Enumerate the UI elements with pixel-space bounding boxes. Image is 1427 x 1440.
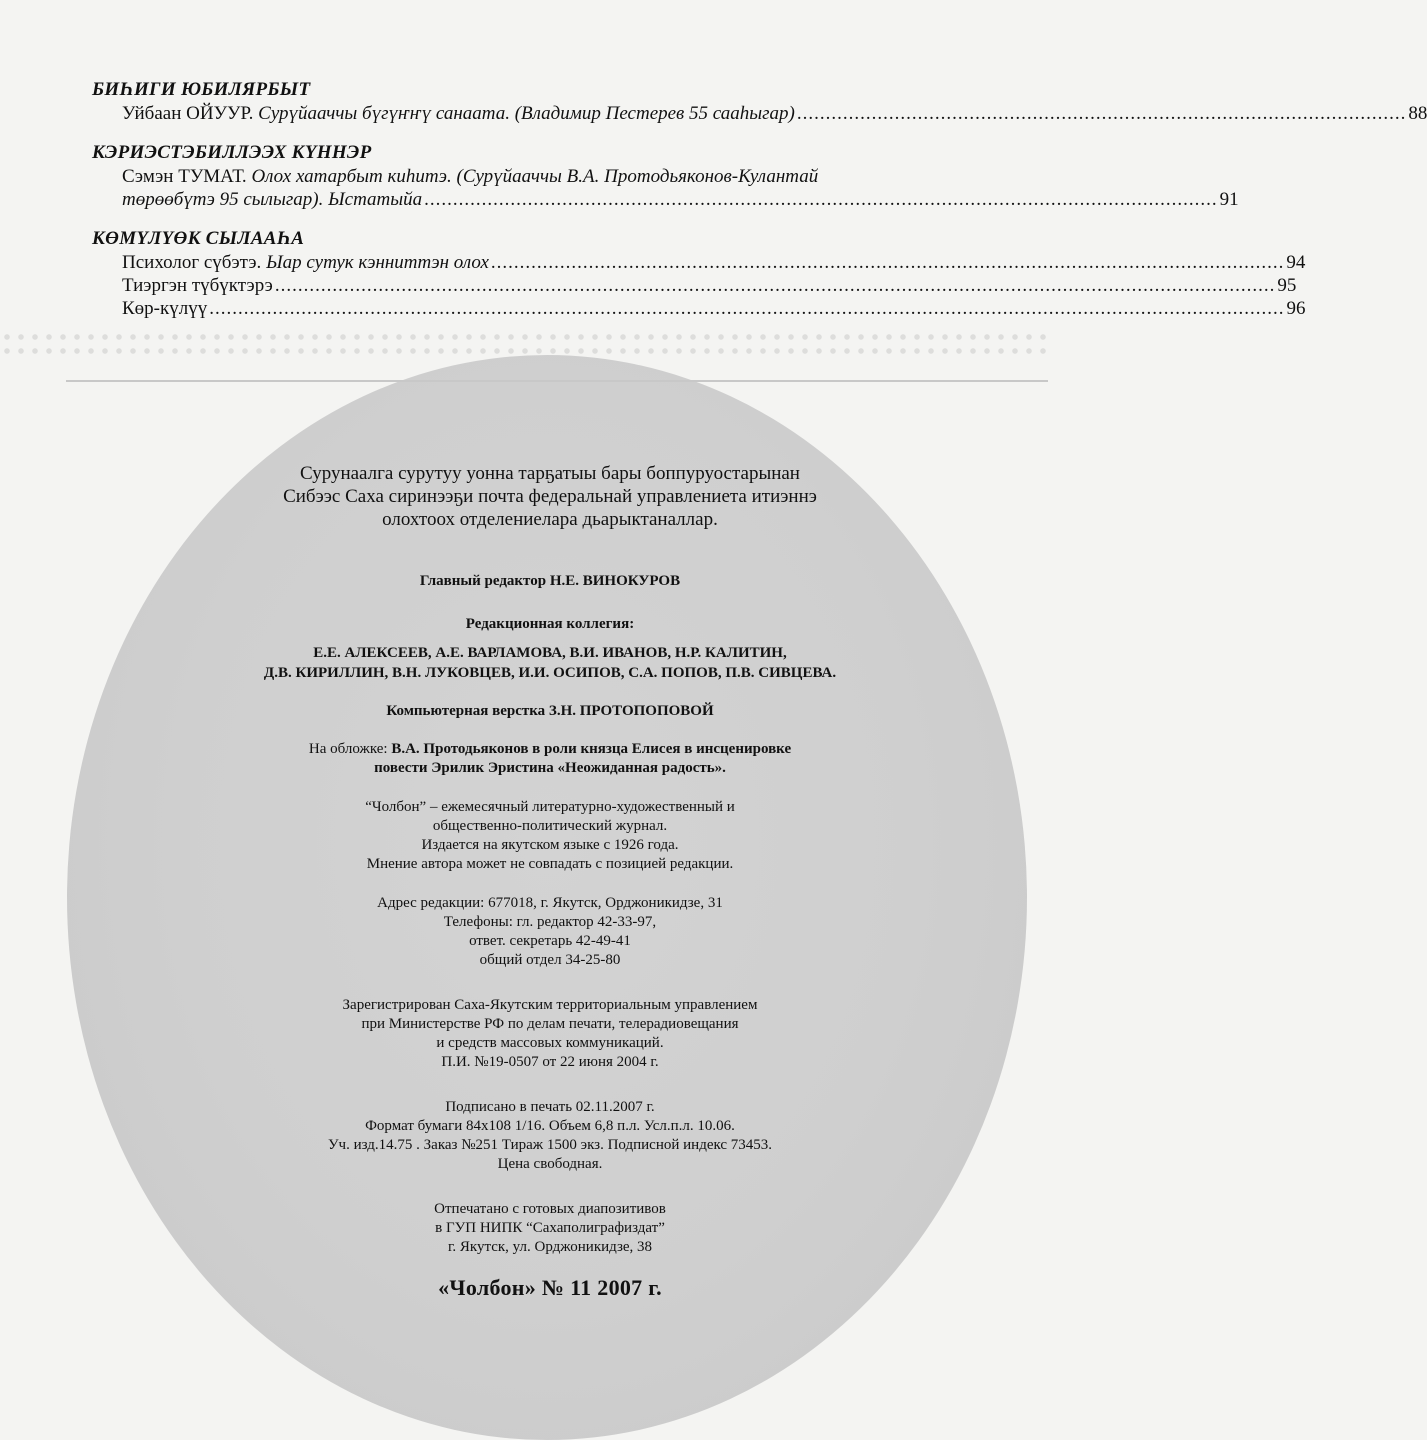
cover-label: На обложке:	[308, 741, 388, 757]
entry-page: 88	[1408, 103, 1427, 124]
toc-entry[interactable]	[92, 251, 1306, 274]
address: Адрес редакции: 677018, г. Якутск, Орджоникидзе, 31	[377, 895, 723, 911]
printer-line: в ГУП НИПК “Сахаполиграфиздат”	[435, 1220, 665, 1236]
about-line: Мнение автора может не совпадать с позицией редакции.	[366, 856, 734, 872]
entry-title: Сурүйааччы бүгүҥҥү санаата. (Владимир Пестерев 55 сааһыгар)	[258, 103, 795, 124]
printer-line: г. Якутск, ул. Орджоникидзе, 38	[447, 1239, 653, 1255]
entry-title: Ыар сутук кэнниттэн олох	[266, 252, 489, 273]
about-magazine	[150, 798, 950, 874]
about-line: “Чолбон” – ежемесячный литературно-художественный и	[365, 799, 735, 815]
print-line: Уч. изд.14.75 . Заказ №251 Тираж 1500 экз. Подписной индекс 73453.	[327, 1137, 773, 1153]
section-title: БИҺИГИ ЮБИЛЯРБЫТ	[92, 79, 311, 100]
entry-author: Уйбаан ОЙУУР.	[122, 103, 254, 124]
leader-dots: ...........................................................................................................................................................................................	[209, 298, 1285, 319]
issue-line: «Чолбон» № 11 2007 г.	[438, 1275, 662, 1300]
toc-section-jubilee	[92, 78, 1427, 125]
entry-title-cont: төрөөбүтэ 95 сылыгар). Ыстатыйа	[122, 189, 423, 210]
notice-line: олохтоох отделениелара дьарыктаналлар.	[382, 509, 718, 530]
leader-dots: ..........................................................................................................	[796, 103, 1407, 124]
phone-line: Телефоны: гл. редактор 42-33-97,	[443, 914, 657, 930]
entry-author: Психолог сүбэтэ.	[122, 252, 262, 273]
entry-title: Олох хатарбыт киһитэ. (Сурүйааччы В.А. Протодьяконов-Кулантай	[251, 166, 819, 187]
reg-line: и средств массовых коммуникаций.	[436, 1035, 664, 1051]
chief-editor: Главный редактор Н.Е. ВИНОКУРОВ	[419, 573, 681, 589]
section-title: КӨМҮЛҮӨК СЫЛААҺА	[92, 228, 305, 249]
toc-entry[interactable]	[92, 297, 1306, 320]
toc-section-helper	[92, 227, 1306, 320]
print-line: Формат бумаги 84х108 1/16. Объем 6,8 п.л. Усл.п.л. 10.06.	[365, 1118, 735, 1134]
entry-page: 94	[1286, 252, 1306, 273]
layout-credit: Компьютерная верстка З.Н. ПРОТОПОПОВОЙ	[386, 703, 714, 719]
phone-line: общий отдел 34-25-80	[479, 952, 621, 968]
notice-line: Сибээс Саха сиринээҕи почта федеральнай управлениета итиэннэ	[283, 486, 817, 507]
entry-page: 96	[1286, 298, 1306, 319]
cover-credit	[150, 740, 950, 778]
leader-dots: ..............................................................................................................................................................................	[274, 275, 1276, 296]
contacts	[150, 894, 950, 970]
cover-text: В.А. Протодьяконов в роли князца Елисея в инсценировке	[391, 741, 792, 757]
about-line: Издается на якутском языке с 1926 года.	[421, 837, 679, 853]
toc-entry[interactable]	[92, 165, 1239, 211]
toc-entry[interactable]	[92, 274, 1297, 297]
board-label: Редакционная коллегия:	[465, 616, 635, 632]
leader-dots: ..........................................................................................................................................	[424, 189, 1218, 210]
toc-entry[interactable]	[92, 102, 1427, 125]
about-line: общественно-политический журнал.	[432, 818, 668, 834]
section-title: КЭРИЭСТЭБИЛЛЭЭХ КҮННЭР	[92, 142, 372, 163]
print-line: Подписано в печать 02.11.2007 г.	[445, 1099, 655, 1115]
printer-details	[150, 1200, 950, 1257]
print-line: Цена свободная.	[497, 1156, 603, 1172]
entry-author: Тиэргэн түбүктэрэ	[122, 275, 273, 296]
board-line: Д.В. КИРИЛЛИН, В.Н. ЛУКОВЦЕВ, И.И. ОСИПОВ, С.А. ПОПОВ, П.В. СИВЦЕВА.	[263, 665, 837, 681]
reg-line: Зарегистрирован Саха-Якутским территориальным управлением	[342, 997, 758, 1013]
phone-line: ответ. секретарь 42-49-41	[469, 933, 631, 949]
entry-author: Көр-күлүү	[122, 298, 208, 319]
notice-line: Сурунаалга сурутуу уонна тарҕатыы бары боппуруостарынан	[300, 463, 800, 484]
cover-text: повести Эрилик Эристина «Неожиданная радость».	[374, 760, 726, 776]
toc-section-memorial	[92, 141, 1239, 211]
reg-line: П.И. №19-0507 от 22 июня 2004 г.	[441, 1054, 659, 1070]
imprint-block	[150, 462, 950, 1301]
entry-page: 95	[1277, 275, 1297, 296]
decorative-ornament-band	[0, 330, 1048, 360]
reg-line: при Министерстве РФ по делам печати, телерадиовещания	[361, 1016, 739, 1032]
entry-page: 91	[1219, 189, 1239, 210]
printer-line: Отпечатано с готовых диапозитивов	[434, 1201, 666, 1217]
registration	[150, 996, 950, 1072]
entry-author: Сэмэн ТУМАТ.	[122, 166, 247, 187]
board-line: Е.Е. АЛЕКСЕЕВ, А.Е. ВАРЛАМОВА, В.И. ИВАНОВ, Н.Р. КАЛИТИН,	[313, 645, 787, 661]
board-members	[150, 643, 950, 683]
table-of-contents	[92, 78, 1427, 330]
leader-dots: ..........................................................................................................................................	[490, 252, 1285, 273]
print-details	[150, 1098, 950, 1174]
divider	[66, 380, 1048, 382]
subscription-notice	[150, 462, 950, 531]
